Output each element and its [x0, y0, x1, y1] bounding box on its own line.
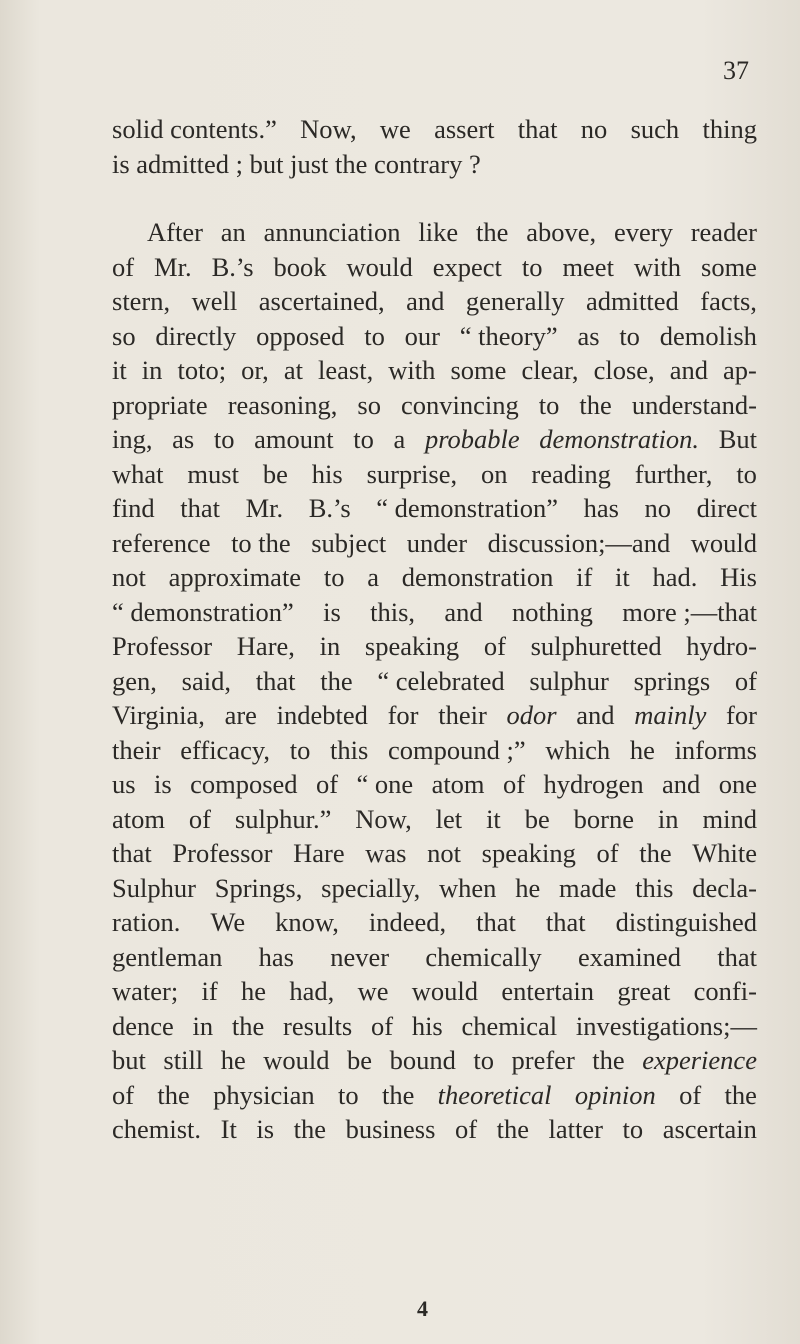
word: demolish — [659, 320, 757, 351]
word: if — [576, 562, 593, 592]
word: of — [188, 803, 211, 834]
word: examined — [577, 941, 681, 972]
page-number: 37 — [723, 56, 749, 85]
word: It — [220, 1114, 237, 1144]
word: with — [388, 355, 436, 385]
word: under — [406, 527, 468, 558]
word: prefer — [511, 1045, 575, 1075]
word: this, — [370, 596, 416, 627]
word: “ theory” — [459, 320, 558, 351]
word: when — [439, 872, 497, 903]
text-line — [112, 1078, 757, 1113]
text-line — [112, 491, 757, 526]
word: “ demonstration” — [376, 493, 559, 523]
word: said, — [181, 665, 231, 696]
text-line — [112, 353, 757, 388]
word: that — [517, 114, 558, 144]
word: and — [669, 355, 708, 385]
word: of — [502, 769, 526, 799]
word: is — [256, 1114, 275, 1144]
word: on — [481, 458, 508, 489]
word: of — [596, 838, 619, 868]
word: a — [367, 562, 379, 592]
word: be — [524, 803, 550, 834]
word: But — [718, 424, 757, 454]
word: hydro- — [686, 631, 757, 661]
word: would — [263, 1045, 330, 1075]
word: water; — [112, 976, 179, 1006]
text-line — [112, 940, 757, 975]
word: efficacy, — [180, 734, 271, 765]
word: dence — [112, 1010, 174, 1041]
word: reader — [690, 217, 757, 247]
text-line — [112, 422, 757, 457]
text-line — [112, 147, 757, 182]
word: After — [147, 217, 203, 247]
word: ration. — [112, 907, 181, 937]
word: he — [241, 976, 267, 1006]
word: of — [679, 1079, 702, 1110]
text-line — [112, 250, 757, 285]
word: his — [411, 1010, 443, 1041]
word: generally — [465, 286, 565, 316]
word: the — [157, 1079, 190, 1110]
word: physician — [213, 1079, 315, 1110]
word: sulphur — [529, 665, 609, 696]
word: gentleman — [112, 941, 223, 972]
word: is admitted ; but just the contrary ? — [112, 148, 481, 179]
word: of — [112, 1079, 135, 1110]
text-line — [112, 1043, 757, 1078]
word: sulphur.” — [234, 803, 332, 834]
word: gen, — [112, 665, 157, 696]
word: some — [701, 251, 757, 282]
word: be — [347, 1045, 373, 1075]
word: Springs, — [214, 872, 303, 903]
word: informs — [674, 734, 757, 765]
word: ing, — [112, 424, 153, 454]
word: the — [579, 389, 612, 420]
word: and — [444, 596, 483, 627]
signature-mark: 4 — [417, 1296, 428, 1321]
word: annunciation — [263, 217, 401, 247]
word: to — [323, 562, 345, 592]
word: business — [345, 1114, 436, 1144]
word: Professor — [112, 631, 213, 661]
word: we — [379, 114, 411, 144]
word: least, — [318, 355, 374, 385]
word: that — [717, 941, 757, 972]
word: let — [435, 803, 463, 834]
word: results — [283, 1010, 353, 1041]
word: of — [112, 251, 135, 282]
word: Sulphur — [112, 872, 196, 903]
word: of — [483, 631, 506, 661]
word: facts, — [700, 286, 757, 316]
word: meet — [562, 251, 614, 282]
word: to — [213, 424, 235, 454]
text-line — [112, 457, 757, 492]
text-line — [112, 767, 757, 802]
word: that — [112, 838, 152, 868]
word: to — [538, 389, 560, 420]
word: to — [521, 251, 543, 282]
text-line — [112, 871, 757, 906]
word: speaking — [364, 631, 460, 661]
word: it — [615, 562, 630, 592]
word: great — [617, 976, 671, 1006]
word: ascertained, — [258, 286, 385, 316]
text-line — [112, 664, 757, 699]
word: “ demonstration” — [112, 596, 294, 627]
word: some — [450, 355, 507, 385]
word: composed — [190, 769, 298, 799]
word: ap- — [723, 355, 757, 385]
word: never — [330, 941, 390, 972]
word: B.’s — [211, 251, 254, 282]
word: confi- — [693, 976, 757, 1006]
word: we — [357, 976, 389, 1006]
word: specially, — [321, 872, 421, 903]
word: has — [583, 493, 619, 523]
text-line — [112, 1112, 757, 1147]
word: Now, — [300, 114, 357, 144]
text-line — [112, 905, 757, 940]
word: he — [515, 872, 541, 903]
word: still — [163, 1045, 204, 1075]
italic-word: odor — [506, 700, 557, 730]
word: is — [154, 769, 172, 799]
word: know, — [275, 907, 339, 937]
word: indebted — [276, 700, 368, 730]
word: the — [381, 1079, 415, 1110]
word: not — [112, 562, 146, 592]
paragraph — [112, 112, 757, 181]
text-line — [112, 733, 757, 768]
word: has — [258, 941, 294, 972]
word: that — [545, 907, 586, 937]
word: solid contents.” — [112, 114, 277, 144]
word: well — [191, 286, 238, 316]
word: was — [365, 838, 407, 868]
word: find — [112, 493, 155, 523]
word: to — [289, 734, 311, 765]
text-line — [112, 284, 757, 319]
word: “ celebrated — [377, 665, 505, 696]
word: toto; — [177, 355, 227, 385]
word: borne — [573, 803, 634, 834]
word: sulphuretted — [530, 631, 662, 661]
word: or, — [241, 355, 269, 385]
word: as — [172, 424, 195, 454]
text-line — [112, 215, 757, 250]
word: discussion;—and — [487, 527, 671, 558]
text-line — [112, 319, 757, 354]
text-line — [112, 595, 757, 630]
word: of — [734, 665, 757, 696]
word: but — [112, 1045, 146, 1075]
word: to — [473, 1045, 494, 1075]
word: is — [323, 596, 341, 627]
word: Now, — [355, 803, 412, 834]
word: so — [112, 320, 136, 351]
word: this — [635, 872, 674, 903]
word: opposed — [256, 320, 345, 351]
word: hydrogen — [543, 769, 644, 799]
word: reasoning, — [227, 389, 338, 420]
paragraph-gap — [112, 181, 757, 215]
word: in — [319, 631, 341, 661]
word: like — [418, 217, 459, 247]
word: chemical — [461, 1010, 558, 1041]
word: as — [577, 320, 600, 351]
word: which — [545, 734, 611, 765]
word: and — [662, 769, 701, 799]
word: in — [657, 803, 679, 834]
word: the — [724, 1079, 757, 1110]
word: springs — [633, 665, 711, 696]
word: would — [690, 527, 757, 558]
italic-word: mainly — [634, 700, 707, 730]
paragraph — [112, 215, 757, 1147]
word: speaking — [481, 838, 576, 868]
word: White — [692, 838, 757, 868]
word: atom — [431, 769, 485, 799]
word: further, — [634, 458, 713, 489]
word: an — [220, 217, 246, 247]
word: Mr. — [154, 251, 192, 282]
word: one — [718, 769, 757, 799]
word: book — [273, 251, 327, 282]
word: “ one — [356, 769, 414, 799]
word: the — [231, 1010, 265, 1041]
word: chemically — [425, 941, 542, 972]
body-text — [112, 112, 757, 1147]
word: expect — [432, 251, 502, 282]
word: atom — [112, 803, 165, 834]
italic-word: theoretical — [437, 1079, 552, 1110]
text-line — [112, 1009, 757, 1044]
word: distinguished — [615, 907, 757, 937]
word: his — [311, 458, 343, 489]
word: that — [476, 907, 516, 937]
word: understand- — [631, 389, 757, 420]
text-line — [112, 112, 757, 147]
word: for — [726, 700, 757, 730]
word: Mr. — [245, 493, 284, 523]
word: compound ;” — [388, 734, 526, 765]
word: to — [353, 424, 374, 454]
word: not — [427, 838, 462, 868]
word: would — [346, 251, 413, 282]
word: indeed, — [368, 907, 447, 937]
word: us — [112, 769, 136, 799]
word: reference — [112, 527, 211, 558]
word: their — [438, 700, 487, 730]
italic-word: opinion — [574, 1079, 656, 1110]
word: latter — [548, 1114, 603, 1144]
word: nothing — [511, 596, 593, 627]
word: he — [629, 734, 655, 765]
word: such — [630, 114, 680, 144]
word: the — [320, 665, 353, 696]
word: demonstration — [401, 562, 554, 592]
word: this — [330, 734, 369, 765]
word: would — [411, 976, 479, 1006]
word: decla- — [692, 872, 757, 903]
word: of — [315, 769, 339, 799]
word: in — [141, 355, 163, 385]
word: at — [283, 355, 303, 385]
italic-word: probable — [424, 424, 520, 454]
word: be — [262, 458, 288, 489]
word: with — [633, 251, 682, 282]
text-line — [112, 560, 757, 595]
word: directly — [155, 320, 237, 351]
word: that — [180, 493, 221, 523]
word: admitted — [586, 286, 679, 316]
word: so — [357, 389, 381, 420]
word: surprise, — [366, 458, 458, 489]
word: every — [614, 217, 673, 247]
word: the — [496, 1114, 529, 1144]
text-line — [112, 629, 757, 664]
word: of — [454, 1114, 478, 1144]
word: investigations;— — [575, 1010, 757, 1041]
word: for — [387, 700, 419, 730]
word: above, — [526, 217, 597, 247]
word: had, — [289, 976, 335, 1006]
word: mind — [702, 803, 757, 834]
word: what — [112, 458, 164, 489]
word: of — [370, 1010, 394, 1041]
word: propriate — [112, 389, 208, 420]
italic-word: experience — [642, 1045, 757, 1075]
word: it — [112, 355, 127, 385]
text-line — [112, 974, 757, 1009]
word: to — [736, 458, 757, 489]
word: stern, — [112, 286, 171, 316]
word: no — [580, 114, 608, 144]
word: close, — [593, 355, 655, 385]
word: subject — [311, 527, 387, 558]
word: must — [187, 458, 239, 489]
word: a — [393, 424, 406, 454]
word: had. — [652, 562, 698, 592]
text-line — [112, 388, 757, 423]
word: and — [576, 700, 615, 730]
word: to — [619, 320, 640, 351]
word: it — [486, 803, 501, 834]
italic-word: demonstration. — [539, 424, 700, 454]
word: to — [622, 1114, 644, 1144]
word: B.’s — [308, 493, 351, 523]
word: Virginia, — [112, 700, 205, 730]
word: Hare, — [236, 631, 295, 661]
word: the — [476, 217, 509, 247]
text-line — [112, 526, 757, 561]
word: entertain — [501, 976, 595, 1006]
word: Hare — [293, 838, 345, 868]
word: bound — [389, 1045, 456, 1075]
text-line — [112, 836, 757, 871]
word: direct — [696, 493, 757, 523]
word: to — [338, 1079, 359, 1110]
word: the — [592, 1045, 625, 1075]
word: ascertain — [662, 1114, 757, 1144]
word: more ;—that — [622, 596, 757, 627]
word: to the — [231, 527, 291, 558]
word: that — [255, 665, 296, 696]
word: are — [224, 700, 257, 730]
word: chemist. — [112, 1114, 202, 1144]
word: We — [210, 907, 246, 937]
word: reading — [531, 458, 611, 489]
word: thing — [702, 114, 757, 144]
word: clear, — [521, 355, 579, 385]
word: our — [404, 320, 440, 351]
word: no — [644, 493, 672, 523]
word: convincing — [400, 389, 519, 420]
word: amount — [254, 424, 334, 454]
word: the — [639, 838, 672, 868]
word: he — [220, 1045, 246, 1075]
word: their — [112, 734, 161, 765]
word: Professor — [172, 838, 273, 868]
word: approximate — [168, 562, 302, 592]
text-line — [112, 698, 757, 733]
word: assert — [434, 114, 495, 144]
word: the — [293, 1114, 326, 1144]
word: to — [364, 320, 385, 351]
word: in — [192, 1010, 214, 1041]
word: His — [720, 562, 757, 592]
word: made — [558, 872, 617, 903]
word: if — [201, 976, 218, 1006]
word: and — [406, 286, 445, 316]
text-line — [112, 802, 757, 837]
